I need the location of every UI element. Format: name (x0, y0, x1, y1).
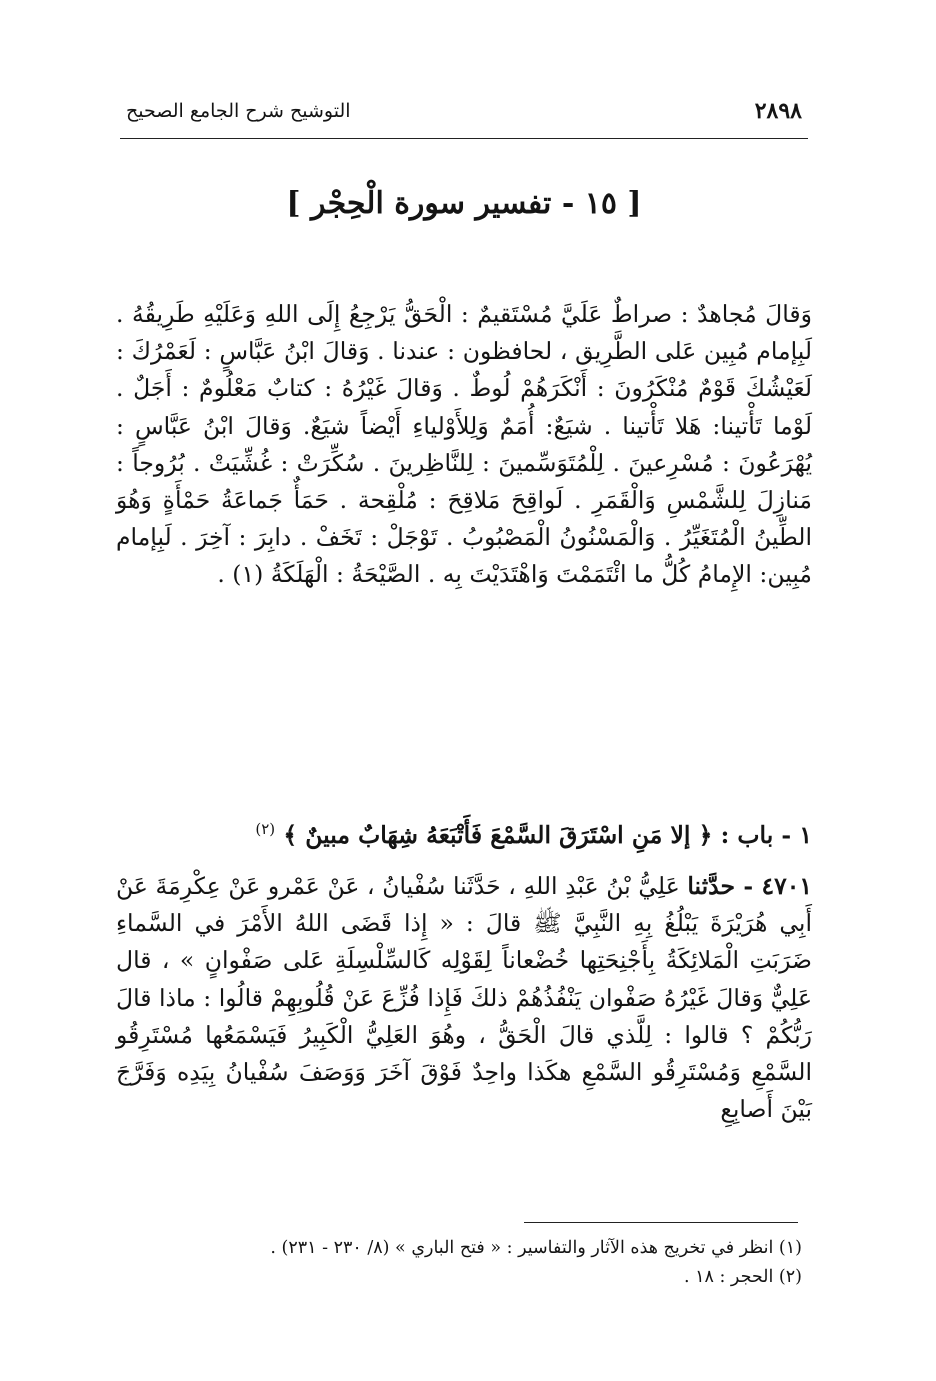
intro-paragraph: وَقالَ مُجاهدٌ : صراطٌ عَلَيَّ مُسْتَقيمٌ : الْحَقُّ يَرْجِعُ إِلَى اللهِ وَعَلَيْهِ طَرِيقُهُ . لَبِإمام مُبِين عَلى الطَّرِيق ، لحافظون : عندنا . وَقالَ ابْنُ عَبَّاسٍ : لَعَمْرُكَ : لَعَيْشُكَ قَوْمٌ مُنْكَرُونَ : أَنْكَرَهُمْ لُوطٌ . وَقالَ غَيْرُهُ : كتابٌ مَعْلُومٌ : أَجَلٌ . لَوْما تَأْتينا: هَلا تَأْتينا . شيَعٌ: أُمَمٌ وَلِلأَوْلياءِ أَيْضاً شيَعٌ. وَقالَ ابْنُ عَبَّاسٍ : يُهْرَعُونَ : مُسْرِعينَ . لِلْمُتَوَسِّمينَ : لِلنَّاظِرينَ . سُكِّرَتْ : غُشِّيَتْ . بُرُوجاً : مَنازِلَ لِلشَّمْسِ وَالْقَمَرِ . لَواقِحَ مَلاقِحَ : مُلْقِحة . حَمَأٌ جَماعَةُ حَمْأَةٍ وَهُوَ الطِّينُ الْمُتَغَيِّرُ . وَالْمَسْنُونُ الْمَصْبُوبُ . تَوْجَلْ : تَخَفْ . دابِرَ : آخِرَ . لَبِإمام مُبِين: الإِمامُ كُلُّ ما ائْتَمَمْتَ وَاهْتَدَيْتَ بِه . الصَّيْحَةُ : الْهَلَكَةُ (١) . (116, 300, 812, 589)
footnote-divider (524, 1222, 798, 1223)
footnotes (120, 1234, 802, 1292)
hadith-text: عَلِيُّ بْنُ عَبْدِ اللهِ ، حَدَّثَنا سُفْيانُ ، عَنْ عَمْرو عَنْ عِكْرِمَةَ عَنْ أَبِي هُرَيْرَةَ يَبْلُغُ بِهِ النَّبِيَّ ﷺ قالَ : « إِذا قَضَى اللهُ الأَمْرَ في السَّماءِ ضَرَبَتِ الْمَلائِكَةُ بِأَجْنِحَتِها خُضْعاناً لِقَوْلِه كَالسِّلْسِلَةِ عَلى صَفْوانٍ » ، قال عَلِيٌّ وَقالَ غَيْرُهُ صَفْوان يَنْفُذُهُمْ ذلكَ فَإِذا فُزِّعَ عَنْ قُلُوبِهِمْ قالُوا : ماذا قالَ رَبُّكُمْ ؟ قالوا : لِلَّذي قالَ الْحَقُّ ، وهُوَ العَلِيُّ الْكَبِيرُ فَيَسْمَعُها مُسْتَرِقُو السَّمْعِ وَمُسْتَرِقُو السَّمْعِ هكَذا واحِدٌ فَوْقَ آخَرَ وَوَصَفَ سُفْيانُ بِيَدِه وَفَرَّجَ بَيْنَ أَصابِعِ (116, 872, 812, 1124)
running-title: التوشيح شرح الجامع الصحيح (126, 100, 351, 122)
footnote-1: (١) انظر في تخريج هذه الآثار والتفاسير : « فتح الباري » (٨/ ٢٣٠ - ٢٣١) . (270, 1238, 802, 1258)
bab-title: ١ - باب : ﴿ إلا مَنِ اسْتَرَقَ السَّمْعَ فَأَتْبَعَهُ شِهَابٌ مبينٌ ﴾ (283, 820, 812, 849)
hadith-paragraph (116, 868, 812, 1128)
footnote-ref: (٢) (255, 820, 276, 838)
chapter-title: [ ١٥ - تفسير سورة الْحِجْر ] (286, 186, 642, 221)
page-number: ٢٨٩٨ (754, 98, 802, 124)
hadith-number: ٤٧٠١ - حدَّثنا (687, 872, 812, 900)
page-header (120, 92, 808, 139)
bab-heading (116, 811, 812, 854)
footnote-2: (٢) الحجر : ١٨ . (683, 1267, 802, 1287)
